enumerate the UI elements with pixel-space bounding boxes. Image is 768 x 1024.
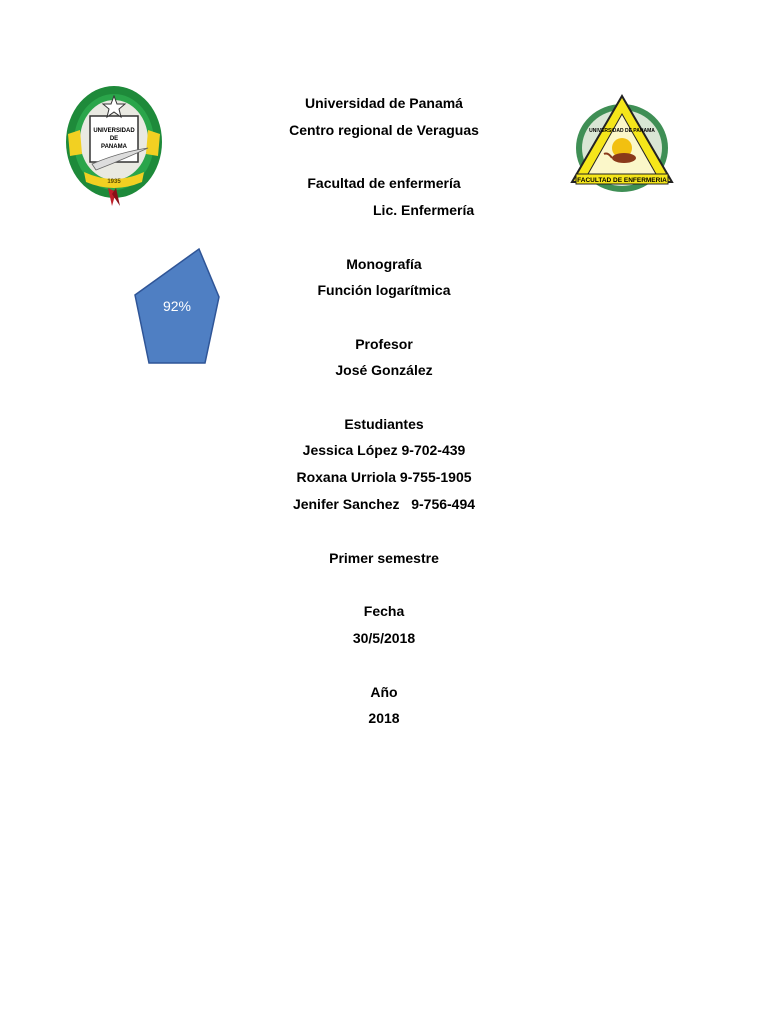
student-item: Jenifer Sanchez 9-756-494: [292, 496, 476, 512]
emblem-band-text: FACULTAD DE ENFERMERIA: [577, 177, 667, 184]
year-label: Año: [370, 684, 398, 700]
student-item: Roxana Urriola 9-755-1905: [296, 469, 472, 485]
faculty-name: Facultad de enfermería: [307, 175, 461, 191]
students-label: Estudiantes: [344, 416, 424, 432]
date-value: 30/5/2018: [352, 630, 416, 646]
crest-year: 1935: [107, 179, 121, 185]
university-name: Universidad de Panamá: [305, 95, 463, 111]
regional-center: Centro regional de Veraguas: [289, 122, 479, 138]
emblem-arc-text: UNIVERSIDAD DE PANAMA: [589, 128, 655, 134]
professor-label: Profesor: [355, 336, 413, 352]
crest-text-line3: PANAMA: [101, 144, 127, 150]
degree-name: Lic. Enfermería: [373, 202, 475, 218]
document-topic: Función logarítmica: [317, 282, 451, 298]
professor-name: José González: [335, 362, 433, 378]
year-value: 2018: [368, 710, 400, 726]
date-label: Fecha: [363, 603, 405, 619]
student-item: Jessica López 9-702-439: [302, 442, 466, 458]
progress-percent-label: 92%: [162, 298, 192, 314]
crest-text-line1: UNIVERSIDAD: [93, 128, 135, 134]
crest-text-line2: DE: [109, 136, 119, 142]
document-type: Monografía: [346, 256, 422, 272]
semester: Primer semestre: [329, 550, 439, 566]
